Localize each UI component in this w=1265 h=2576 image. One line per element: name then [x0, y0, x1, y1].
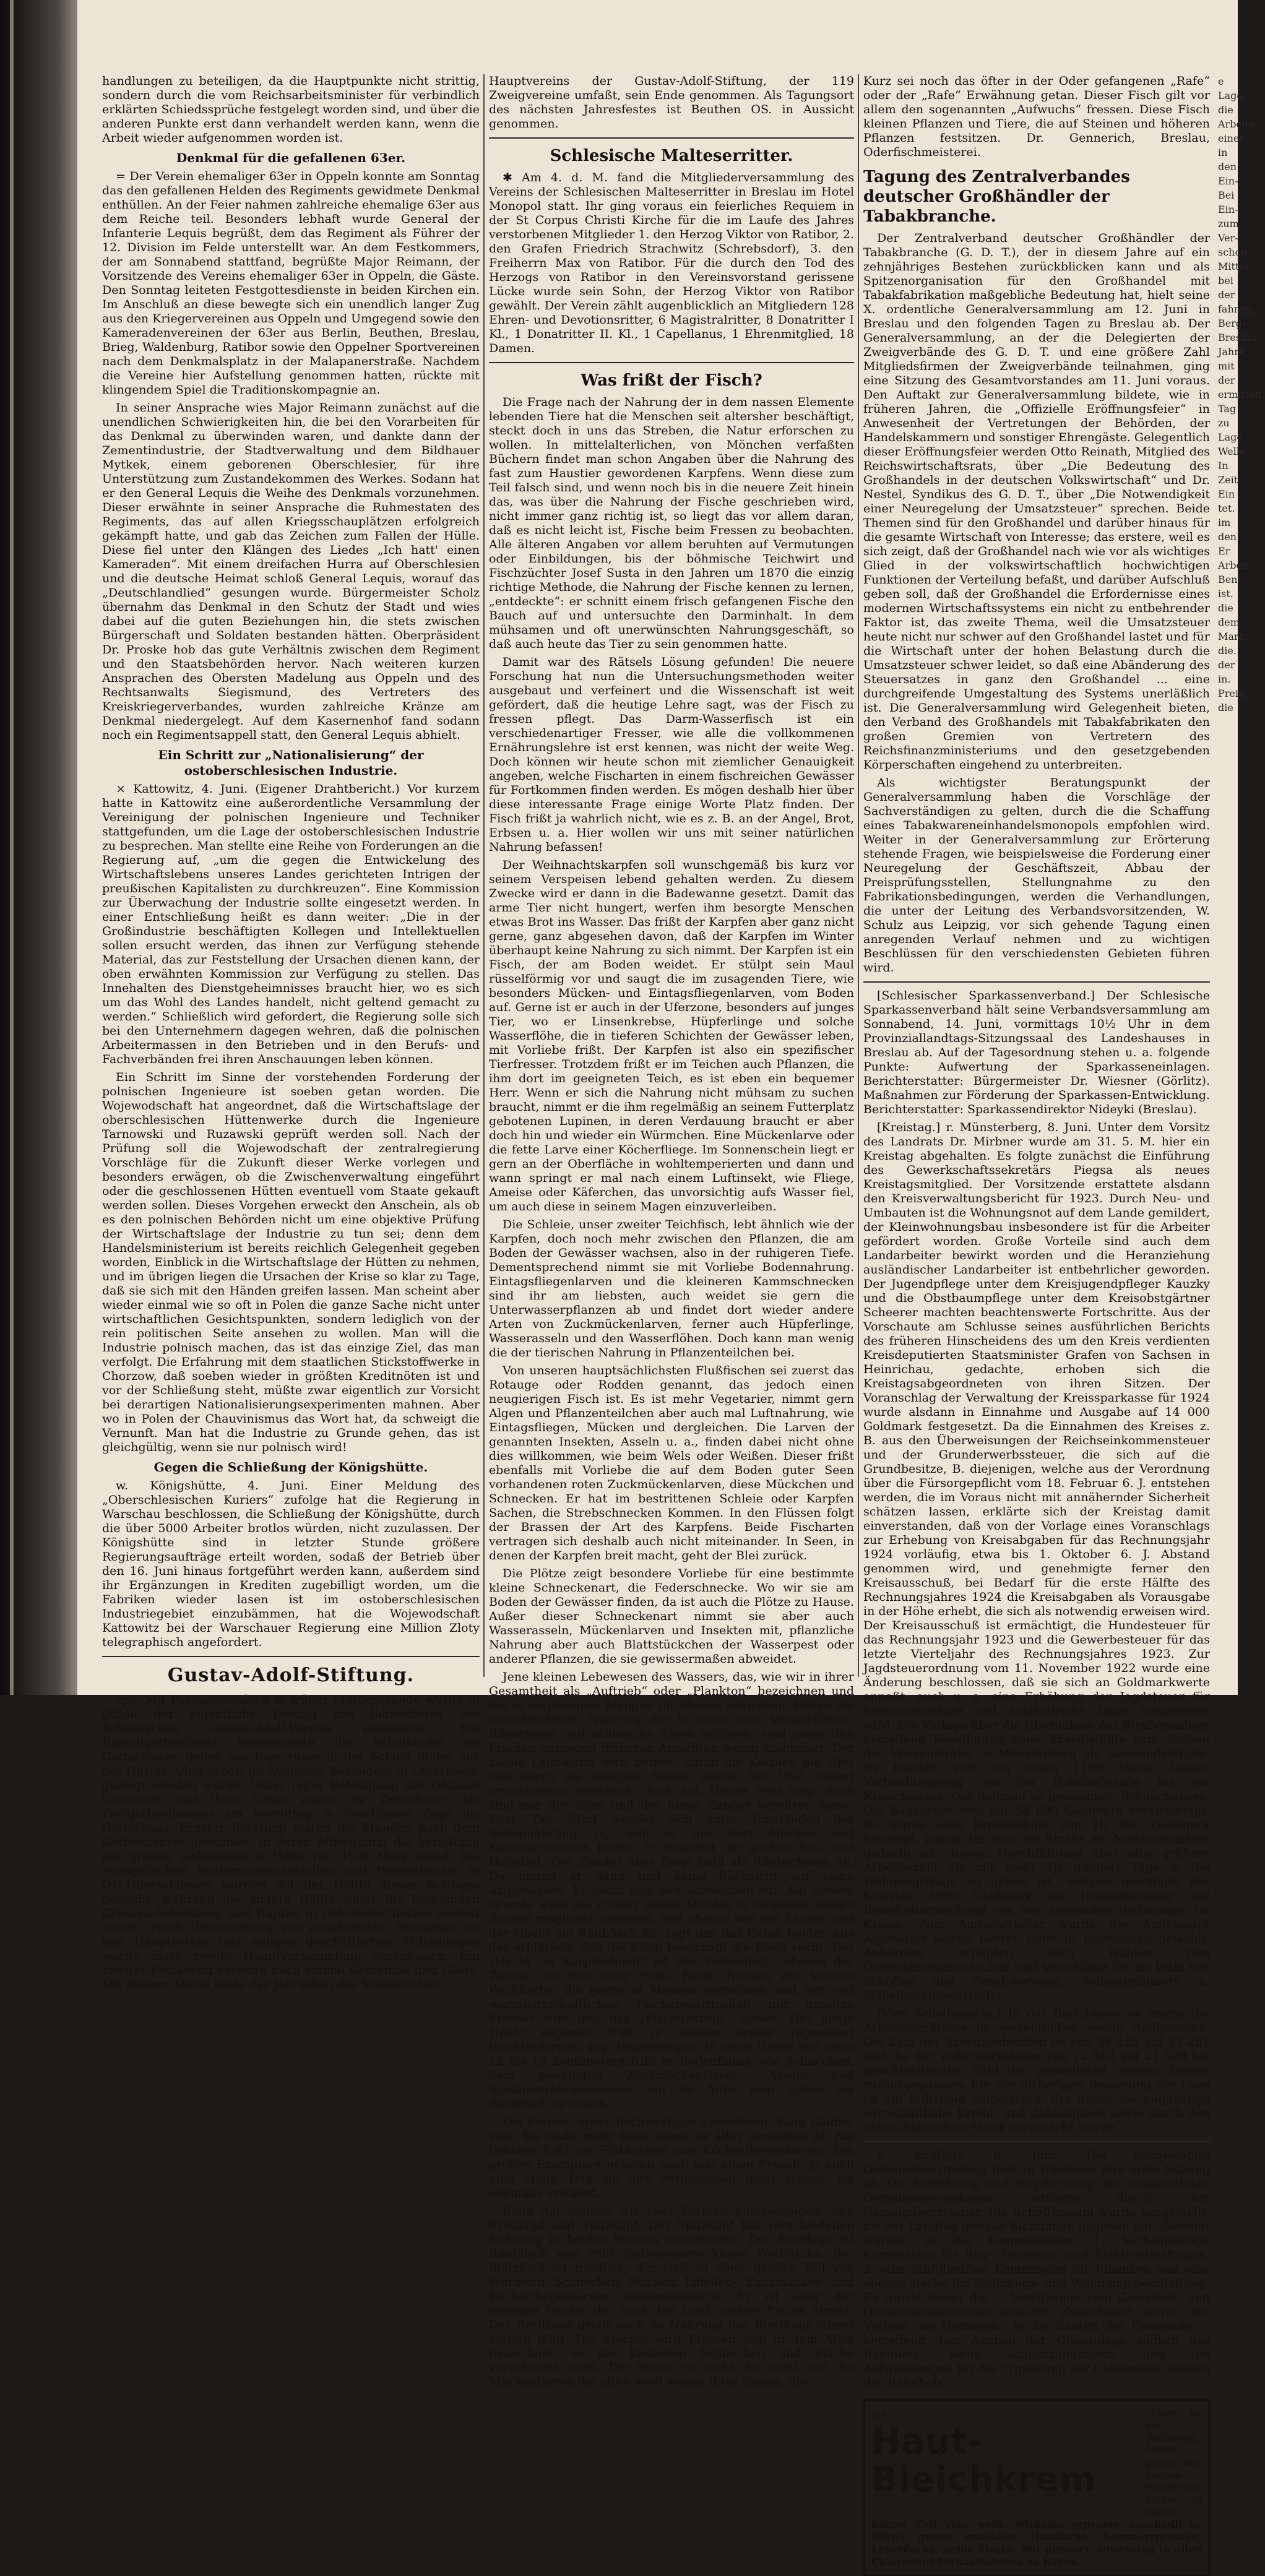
binding-edge	[10, 0, 14, 1695]
article-paragraph: Beim Aal können wir zwei Formen unterscheiden: den Breitkopf und Spitzkopf. Der Spitzkopf hat verschiedenen Nahrung in beiden Formen verschieden. Der Breitkopf ist Raubfisch und frißt insbesondere kleine Weißfische, der Spitzkopf ist friedlich, der sich zu einer großen Teil von Würmern, Schnecken, Mücken, Libellen-, Zuckmücken- und Köcherfliegenlarven zusammensucht. Er ist aber der wenigen Fische, der auch den Laich andere Fische nimmt. Der Breitkopf greift auch zu Nahrung der Breitkopf nimmt andere fehlt. Die Stachel wird Fressen sich in dem Alter bezeichnet, es die kleineren Schnecken und Fische verschmäht nicht. Die Seiten ist nicht die wohl und die Mückenlarven die alten wohl wegen ihrer Speise, die	[489, 2204, 854, 2389]
column-right	[863, 74, 1210, 2567]
article-paragraph: Die Schleie, unser zweiter Teichfisch, lebt ähnlich wie der Karpfen, doch noch mehr zwischen den Pflanzen, die am Boden der Gewässer wachsen, also in der ruhigeren Tiefe. Dementsprechend nimmt sie mit Vorliebe Bodennahrung. Eintagsfliegenlarven und die kleineren Kammschnecken sind ihr am liebsten, auch weidet sie gern die Unterwasserpflanzen ab und findet dort wieder andere Arten von Zuckmückenlarven, ferner auch Hüpferlinge, Wasserasseln und den Wasserflöhen. Doch kann man wenig die der tierischen Nahrung in Pflanzenteilchen bei.	[489, 1218, 854, 1359]
news-item-arbeitsmarkt: [Vom Arbeitsmarkt.] In der Berichtswoche zeigte die Arbeitsmarktlage im wesentlichen wenig Änderungen. Die Zahl der Arbeitsuchenden ist von 38 455 auf 37 281 und die der Vollerwerbslosen von 22 563 auf 21 529 bei gleichbleibender Zahl der gemeldeten offenen Stellen zurückgegangen. Ein der bisherigen Besserung der Lage ist ein Stillstand eingetreten, der durch die ungünstige wirtschaftliche Kredit- und Zahlungsnot sowie durch den oberschlesischen Streik verursacht wurde.	[863, 2007, 1210, 2134]
article-paragraph: Ein Schritt im Sinne der vorstehenden Forderung der polnischen Ingenieure ist soeben getan worden. Die Wojewodschaft hat angeordnet, daß die Wirtschaftslage der oberschlesischen Hüttenwerke durch die Ingenieure Tarnowski und Ruzawski geprüft werden soll. Nach der Prüfung soll die Wojewodschaft der zentralregierung Vorschläge für die Zukunft dieser Werke vorlegen und besonders erwägen, ob die Zwischenverwaltung eingeführt oder die geschlossenen Hütten eventuell vom Staate gekauft werden sollen. Dieses Vorgehen erweckt den Anschein, als ob es den polnischen Behörden nicht um eine objektive Prüfung der Wirtschaftslage der Industrie zu tun sei; denn dem Handelsministerium ist bereits reichlich Gelegenheit gegeben worden, Einblick in die Wirtschaftslage der Hütten zu nehmen, und im übrigen liegen die Ursachen der Krise so klar zu Tage, daß sie sich mit den Händen greifen lassen. Man scheint aber wieder einmal wie so oft in Polen die ganze Sache nicht unter wirtschaftlichen Gesichtspunkten, sondern lediglich von der rein politischen Seite ansehen zu wollen. Man will die Industrie polnisch machen, das ist das einzige Ziel, das man verfolgt. Die Erfahrung mit dem staatlichen Stickstoffwerke in Chorzow, daß soeben wieder in größten Kreditnöten ist und vor der Schließung steht, müßte zwar eigentlich zur Vorsicht bei derartigen Nationalisierungsexperimenten mahnen. Aber wo in Polen der Chauvinismus das Wort hat, da schweigt die Vernunft. Man hat die Industrie zu Grunde gehen, das ist gleichgültig, wenn sie nur polnisch wird!	[102, 1070, 480, 1454]
news-item-kohlfurt: z. Kohlfurt, 8. Juni. Die neugewählte Gemeindevertretung hielt in Waldhaus ihre erste Sitzung ab. Die Einführung und Verpflichtung der neugewählten Gemeindeverordneten erfolgte durch den Gemeindevorsteher. Die Schöffenwahl wurde ausgestellt, bis der Landtag genaue Richtlinien gegeben hat. Gewählt wurden in die Kommissionen: 1. Sechsgliedrige Kommission für Bau-, Wegebau- und Elektrizitätsfragen, 2. eine fünfgliedrige Kommission für Finanzen und eine ebenso starke für Wohnungs- und Wohnungsbeschaffung. Es wurde ferner die ... Vorsitzende zum Gemeinde- und Gemeindeausschusse gewählt. Zugestimmt wurde der Vorlage der Gemeinde, in die Bauten der Gemeinde ... betreffend dem Ausbau der Gleisanlage südlich des Bahnhofs, wenn schlichtungsfonds und die Aufwendungen für die Ergänzung der Gleisanlage südlich des Bahnhofs.	[863, 2148, 1210, 2390]
article-paragraph: Als wichtigster Beratungspunkt der Generalversammlung haben die Vorschläge der Sachverständigen zu gelten, durch die die Schaffung eines Tabakwareneinhandelsmonopols empfohlen wird. Weiter in der Generalversammlung zur Erörterung stehende Fragen, wie beispielsweise die Forderung einer Neuregelung der Geschäftszeit, Abbau der Preisprüfungsstellen, Stellungnahme zu den Fabrikationsbedingungen, werden die Verhandlungen, die unter der Leitung des Verbandsvorsitzenden, W. Schulz aus Leipzig, vor sich gehende Tagung einen anregenden Verlauf nehmen und zu wichtigen Beschlüssen für den verschiedensten Gebieten führen wird.	[863, 776, 1210, 975]
section-divider	[863, 2141, 1210, 2142]
article-paragraph: × Kattowitz, 4. Juni. (Eigener Drahtbericht.) Vor kurzem hatte in Kattowitz eine außerordentliche Versammlung der Vereinigung der polnischen Ingenieure und Techniker stattgefunden, um die Lage der ostoberschlesischen Industrie zu besprechen. Man stellte eine Reihe von Forderungen an die Regierung auf, „um die gegen die Entwickelung des Wirtschaftslebens unseres Landes gerichteten Intrigen der preußischen Kapitalisten zu durchkreuzen“. Eine Kommission zur Überwachung der Industrie sollte eingesetzt werden. In einer Entschließung heißt es dann weiter: „Die in der Großindustrie beschäftigten Kollegen und Intellektuellen sollen ersucht werden, das ihnen zur Verfügung stehende Material, das zur Feststellung der Ursachen dienen kann, der oben erwähnten Kommission zur Verfügung zu stellen. Das Innehalten des Dienstgeheimnisses braucht hier, wo es sich um das Wohl des Landes handelt, nicht geltend gemacht zu werden.“ Schließlich wird gefordert, die Regierung solle sich bei den Unternehmern dagegen wehren, daß die polnischen Arbeitermassen in den Betrieben und in den Berufs- und Fachverbänden frei ihren Anschauungen leben können.	[102, 782, 480, 1066]
article-paragraph: = Der Verein ehemaliger 63er in Oppeln konnte am Sonntag das den gefallenen Helden des Regiments gewidmete Denkmal enthüllen. An der Feier nahmen zahlreiche ehemalige 63er aus dem Reiche teil. Besonders lebhaft wurde General der Infanterie Lequis begrüßt, dem das Regiment als Führer der 12. Division im Felde unterstellt war. An dem Festkommers, der am Sonnabend stattfand, begrüßte Major Reimann, der Vorsitzende des Vereins ehemaliger 63er in Oppeln, die Gäste. Den Sonntag leiteten Festgottesdienste in beiden Kirchen ein. Im Anschluß an diese bewegte sich ein unendlich langer Zug aus den Kriegervereinen aus Oppeln und Umgegend sowie den Kameradenvereinen der 63er aus Berlin, Beuthen, Breslau, Brieg, Waldenburg, Ratibor sowie den Oppelner Sportvereinen nach dem Denkmalsplatz in der Malapanerstraße. Nachdem die Vereine hier Aufstellung genommen hatten, rückte mit klingendem Spiel die Traditionskompagnie an.	[102, 170, 480, 397]
column-middle	[489, 74, 854, 2389]
column-rule	[483, 74, 485, 1677]
article-continuation: handlungen zu beteiligen, da die Hauptpunkte nicht strittig, sondern durch die vom Reichsarbeitsminister für verbindlich erklärten Schiedssprüche festgelegt worden sind, und über die anderen Punkte erst dann verhandelt werden kann, wenn die Arbeit wieder aufgenommen worden ist.	[102, 74, 480, 145]
article-paragraph: Die Frage nach der Nahrung der in dem nassen Elemente lebenden Tiere hat die Menschen seit altersher beschäftigt, steckt doch in uns das Streben, die Natur erforschen zu wollen. In mittelalterlichen, von Mönchen verfaßten Büchern findet man schon Angaben über die Nahrung des fast zum Haustier gewordenen Karpfens. Wenn diese zum Teil falsch sind, und wenn noch bis in die neuere Zeit hinein das, was über die Nahrung der Fische geschrieben wird, nicht immer ganz richtig ist, so liegt das vor allem daran, daß es nicht leicht ist, Fische beim Fressen zu beobachten. Alle älteren Angaben vor allem beruhten auf Vermutungen oder Einbildungen, bis der böhmische Teichwirt und Fischzüchter Josef Susta in den Jahren um 1870 die einzig richtige Methode, die Nahrung der Fische kennen zu lernen, „entdeckte“: er schnitt einem frisch gefangenen Fische den Bauch auf und untersuchte den Darminhalt. In dem mühsamen und oft unerwünschten Nahrungsgeschäft, so daß auch heute das Tier zu sein genommen hatte.	[489, 395, 854, 651]
article-paragraph: Die Plötze zeigt besondere Vorliebe für eine bestimmte kleine Schneckenart, die Federschnecke. Wo wir sie am Boden der Gewässer finden, da ist auch die Plötze zu Hause. Außer dieser Schneckenart nimmt sie aber auch Wasserasseln, Mückenlarven und Insekten mit, pflanzliche Nahrung aber auch Blattstückchen der Wasserpest oder anderer Pflanzen, die sie gewissermaßen abweidet.	[489, 1567, 854, 1666]
headline-nationalisierung: Ein Schritt zur „Nationalisierung“ der ostoberschlesischen Industrie.	[158, 747, 424, 778]
headline-malteser: Schlesische Malteserritter.	[550, 147, 793, 165]
headline-gustav-adolf: Gustav-Adolf-Stiftung.	[167, 1665, 415, 1686]
next-page-edge-text: e Lage, die Arbeits- einer in den Ein- Bei Ein- zum Ver- schon Mittel bei der fahren, Berg- Breslau. Jahre, mit der ermittelt. Tag zu Lage Welle. In Zeit. Ein tet. im den Er Arbeit. Ben. ist. die dem Mark. die. der in. Preis. die	[1218, 75, 1265, 713]
article-paragraph: In seiner Ansprache wies Major Reimann zunächst auf die unendlichen Schwierigkeiten hin, die bei den Vorarbeiten für das Denkmal zu überwinden waren, und dankte dann der Zementindustrie, der Stadtverwaltung und dem Bildhauer Mytkek, einem geborenen Oberschlesier, für ihre Unterstützung zum Zustandekommen des Werkes. Sodann hat er den General Lequis die Weihe des Denkmals vorzunehmen. Dieser erwähnte in seiner Ansprache die Ruhmestaten des Regiments, das auf allen Kriegsschauplätzen erfolgreich gekämpft hatte, und gab das Zeichen zum Fallen der Hülle. Diese fiel unter den Klängen des Liedes „Ich hatt' einen Kameraden“. Mit einem dreifachen Hurra auf Oberschlesien und die deutsche Heimat schloß General Lequis, worauf das „Deutschlandlied“ gesungen wurde. Bürgermeister Scholz übernahm das Denkmal in den Schutz der Stadt und wies dabei auf die guten Beziehungen hin, die stets zwischen Bürgerschaft und Soldaten bestanden hätten. Oberpräsident Dr. Proske hob das gute Verhältnis zwischen dem Regiment und den Staatsbehörden hervor. Nach weiteren kurzen Ansprachen des Obersten Madelung aus Oppeln und des Rechtsanwalts Siegismund, des Vertreters des Kreiskriegerverbandes, wurden zahlreiche Kränze am Denkmal niedergelegt. Auf dem Kasernenhof fand sodann noch ein Regimentsappell statt, den General Lequis abhielt.	[102, 401, 480, 742]
section-divider	[102, 1656, 480, 1657]
headline-denkmal: Denkmal für die gefallenen 63er.	[176, 150, 406, 165]
article-paragraph: Der Zentralverband deutscher Großhändler der Tabakbranche (G. D. T.), der in diesem Jahre auf ein zehnjähriges Bestehen zurückblicken kann und als Spitzenorganisation für den Großhandel mit Tabakfabrikation maßgebliche Bedeutung hat, hielt seine X. ordentliche Generalversammlung am 12. Juni in Breslau und den folgenden Tagen zu Breslau ab. Der Generalversammlung, an der die Delegierten der Zweigverbände des G. D. T. und eine größere Zahl Mitgliedsfirmen der Zweigverbände teilnahmen, ging eine Sitzung des Gesamtvorstandes am 11. Juni voraus. Den Auftakt zur Generalversammlung bildete, wie in früheren Jahren, die „Offizielle Eröffnungsfeier“ in Anwesenheit der Vertretungen der Behörden, der Handelskammern und sonstiger Ehrengäste. Gelegentlich dieser Eröffnungsfeier werden Otto Reinath, Mitglied des Reichswirtschaftsrats, über „Die Bedeutung des Großhandels in der deutschen Volkswirtschaft“ und Dr. Nestel, Syndikus des G. D. T., über „Die Notwendigkeit einer Neuregelung der Umsatzsteuer“ sprechen. Beide Themen sind für den Großhandel und darüber hinaus für die gesamte Wirtschaft von Interesse; das erstere, weil es sich zeigt, daß der Großhandel nach wie vor als wichtiges Glied in der volkswirtschaftlich hochwichtigen Funktionen der Verteilung befaßt, und darüber Aufschluß geben soll, daß der Großhandel die Erfordernisse eines modernen Wirtschaftssystems ein nicht zu entbehrender Faktor ist, das zweite Thema, weil die Umsatzsteuer heute nicht nur schwer auf den Großhandel lastet und für die Wirtschaft unter der hohen Belastung durch die Umsatzsteuer schwer leidet, so daß eine Abänderung des Steuersatzes in ganz den Großhandel ... eine durchgreifende Umgestaltung des Systems unerläßlich ist. Die Generalversammlung wird Gelegenheit bieten, den Verband des Großhandels mit Tabakfabrikaten den großen Gremien von Vertretern des Reichsfinanzministeriums und den gesetzgebenden Körperschaften eingehend zu unterbreiten.	[863, 231, 1210, 772]
article-paragraph: ✱ Am 4. d. M. fand die Mitgliederversammlung des Vereins der Schlesischen Malteserritter in Breslau im Hotel Monopol statt. Ihr ging voraus ein feierliches Requiem in der St Corpus Christi Kirche für die im Laufe des Jahres verstorbenen Mitglieder 1. den Herzog Viktor von Ratibor, 2. den Grafen Friedrich Strachwitz (Schrebsdorf), 3. den Freiherrn Max von Ratibor. Für die durch den Tod des Herzogs von Ratibor in den Vereinsvorstand gerissene Lücke wurde sein Sohn, der Herzog Viktor von Ratibor gewählt. Der Verein zählt augenblicklich an Mitgliedern 128 Ehren- und Devotionsritter, 6 Magistralritter, 8 Donatritter I Kl., 1 Donatritter II. Kl., 1 Capellanus, 1 Ehrenmitglied, 18 Damen.	[489, 171, 854, 355]
article-paragraph: Jene kleinen Lebewesen des Wassers, das, wie wir in ihrer Gesamtheit als „Auftrieb“ oder „Plankton“ bezeichnen und die in ungeheuren Mengen im Wasser schweben, bilden die ausschließliche Nahrung der in ihnen vom Wasserflöhen, Räderkiere und zahlreiche Algen gehören, sind unter den Fischen entgegen früheren Ansichten wenig Liebhaber. Der kleine Laubwurfs wird befreit, durch die Karpfen die Ufer und durch die wenigen Stellen dahin. Der Ufel, nimmt erwachsenen Weißfisch, doch auf, Dieses frißt weg, doch sind nur der Stint und der junge Zander Verehrer dieser Kost. Der Stint wendet sich unter Umständen der Bodennahrung zu, weil er nur dort Mücken und Kammschnecken findet. Er bewohnt die großen See- und Haffstint. Der Zander aber fängt bald als Räuberleben an. Da nimmt er dann und keine Rücksicht auf seine Artgenossen. Er packt sich den Schwächen auf. Auf diesem Grunde wäre die Zander seines Mordes in Gewässer seinen Zander möglichst verteilen. Daß ebenso wie der Zander und der Hecht ein Raubfisch ist, sagt uns das Gebiß beider, aus der erklärlich, daß die Fisch bevorzugt die Fisch recht. Der „Hecht im Karpfenteich“ ist der Polizeifisch, ebenso der Zander im See oder Fluß. Beide fressen die kleinen Weißfische, die gerne in Massen vermehren und den viel warmwirtschaftlichen Fischereiwirtschaft nur unnütze Fresser sind und das „Fischunkraut“ bilden. Der junge Hecht dagegen frißt in seinem ersten Jugendzeit Insektenlarven, sog. Hüpferlingen. In einer Größe von etwa 12 bis 15 Zentimetern frißt er Bodenfauna, wie Schnecken, dem genannten Zuckmückenlarven, Asseln und Schlammröhrenwürmer, um im Alter kein Leben als Raubfisch zu enden.	[489, 1670, 854, 2111]
ad-side-text: „Flore“ ist ein Werkzeug, Mittel gegen alle kleinen Hautfehler. Sicher zu haben.	[1145, 2407, 1202, 2518]
article-paragraph: Die Forelle, unser hochwertiger Speisefisch, kann Räuber sein. Sie raubt mehr denn, wenn sie älter geworden ist. Am liebsten frißt sie Flohkrebse und Köcherfliegenlarven. Die großen Exemplare nehmen auch mal einen Frosch, ja auch eine Maus. Daß sie ihre Artgenossen nicht schont, sei ebenfalls erwähnt.	[489, 2115, 854, 2200]
article-paragraph: Damit war des Rätsels Lösung gefunden! Die neuere Forschung hat nun die Untersuchungsmethoden weiter ausgebaut und verfeinert und die Wissenschaft ist weit gefördert, daß die heutige Lehre sagt, was der Fisch zu fressen pflegt. Das Darm-Wasserfisch ist ein verschiedenartiger Fresser, wie alle die vollkommenen Ernährungslehre ist erst kennen, was nicht der weite Weg. Doch können wir heute schon mit ziemlicher Genauigkeit angeben, welche Fischarten in einem fischreichen Gewässer für Fortkommen finden werden. Es mögen deshalb hier über diese interessante Frage einige Worte Platz finden. Der Fisch frißt ja wahrlich nicht, wie es z. B. an der Angel, Brot, Erbsen u. a. Hier wollen wir uns mit seiner natürlichen Nahrung befassen!	[489, 655, 854, 854]
column-left	[102, 74, 480, 1991]
article-paragraph: eps. Mit Posaunenchören in früher Morgenstunde wurde in Ohlau der eigentliche Festtag des Jahresfestes des Schlesischen Gustav-Adolf-Vereins eingeleitet. Ein Jugendgottesdienst versammelte die Schulkinder im Gotteshause, denen am Tage zuvor in der Schule Bilder aus der Gustav-Adolf-Arbeit im Auslande, besonders in Österreich, gezeigt worden waren. Unter reger Beteiligung der Ohlauer Gemeinde und ihrer Gäste zogen die Teilnehmer des Festgottesdienstes am Vormittag in feierlichem Zuge ins Gotteshaus. Ernster Beratung waren die Stunden nach dem Gottesdienste gewidmet, in deren Mittelpunkt die Verteilung der großen Liebesgabe in Höhe von 4500 Mark stand. Die evangelischen Konfirmandenanstalten und Waisenhäuser in Ost-Oberschlesien wurden mit der Hälfte dieses Betrages bedacht, während die andere Hälfte unter die Gemeinden Grüssau-Schömberg und Ruptau in Ost-Oberschlesien verteilt wurde. Nach Überreichung von ansehnlichen Festgaben an den Hauptverein und einigen geschäftlichen Mitteilungen wurde diese zweite Hauptversammlung geschlossen. Ein zweiter Festabend vereinte noch einmal Gemeinde und Gäste. Mit diesem Abend hatte das Jahresfest des Schlesischen	[102, 1693, 480, 1991]
article-paragraph: Von unseren hauptsächlichsten Flußfischen sei zuerst das Rotauge oder Rodden genannt, das jedoch einen neugierigen Fisch ist. Es ist mehr Vegetarier, nimmt gern Algen und Pflanzenteilchen aber auch mal Luftnahrung, wie Eintagsfliegen, Mücken und dergleichen. Die Larven der genannten Insekten, Asseln u. a., finden dabei nicht ohne dies willkommen, wie beim Wels oder Weißen. Dieser frißt ebenfalls mit Vorliebe die auf dem Boden guter Seen vorhandenen roten Zuckmückenlarven, diese Mückchen und Schnecken. Er hat im bestrittenen Schleie oder Karpfen Sachen, die Strebschnecken Kommen. In den Flüssen folgt der Brassen der Art des Karpfens. Beide Fischarten vertragen sich deshalb auch nicht miteinander. In Seen, in denen der Karpfen breit macht, geht der Blei zurück.	[489, 1364, 854, 1562]
headline-fisch: Was frißt der Fisch?	[581, 371, 762, 390]
column-rule	[858, 74, 859, 1677]
ad-number: 119	[871, 2411, 886, 2419]
ad-body-text: kurzer Zeit rein weiß. Wirksam erprobte unschädliche Mittel gegen unschöne Hautfarbe, Sommersprossen, Leberflecke, gelbe Flecke. Mit genauer Anweisung in allen Chlorodont-Verkaufsstellen zu haben.	[871, 2518, 1202, 2567]
headline-tabak-tagung: Tagung des Zentralverbandes deutscher Großhändler der Tabakbranche.	[863, 168, 1130, 226]
section-divider	[863, 981, 1210, 983]
advertisement-haut-bleichkrem	[863, 2399, 1210, 2576]
article-continuation: Hauptvereins der Gustav-Adolf-Stiftung, der 119 Zweigvereine umfaßt, sein Ende genommen. Als Tagungsort des nächsten Jahresfestes ist Beuthen OS. in Aussicht genommen.	[489, 74, 854, 131]
article-continuation: Kurz sei noch das öfter in der Oder gefangenen „Rafe“ oder der „Rafe“ Erwähnung getan. Dieser Fisch gilt vor allem den sogenannten „Aufwuchs“ fressen. Diese Fisch kleinen Pflanzen und Tiere, die auf Steinen und höheren Pflanzen festsitzen. Dr. Gennerich, Breslau, Oderfischmeisterei.	[863, 74, 1210, 159]
news-item-sparkasse: [Schlesischer Sparkassenverband.] Der Schlesische Sparkassenverband hält seine Verbandsversammlung am Sonnabend, 14. Juni, vormittags 10½ Uhr in dem Provinziallandtags-Sitzungssaal des Landeshauses in Breslau ab. Auf der Tagesordnung stehen u. a. folgende Punkte: Aufwertung der Sparkasseneinlagen. Berichterstatter: Bürgermeister Dr. Wiesner (Görlitz). Maßnahmen zur Förderung der Sparkassen-Entwicklung. Berichterstatter: Sparkassendirektor Nideyki (Breslau).	[863, 989, 1210, 1116]
section-divider	[489, 137, 854, 139]
section-divider	[489, 362, 854, 363]
article-paragraph: Der Weihnachtskarpfen soll wunschgemäß bis kurz vor seinem Verspeisen lebend gehalten werden. Zu diesem Zwecke wird er dann in die Badewanne gesetzt. Damit das arme Tier nicht hungert, werfen ihm besorgte Menschen etwas Brot ins Wasser. Das frißt der Karpfen aber ganz nicht gerne, ganz abgesehen davon, daß der Karpfen im Winter überhaupt keine Nahrung zu sich nimmt. Der Karpfen ist ein Fisch, der am Boden weidet. Er stülpt sein Maul rüsselförmig vor und saugt die im zusagenden Tiere, wie besonders Mücken- und Eintagsfliegenlarven, vom Boden auf. Gerne ist er auch in der Uferzone, besonders auf junges Tier, wo er Linsenkrebse, Hüpferlinge und solche Wasserflöhe, die in tieferen Schichten der Gewässer leben, mit Vorliebe frißt. Der Karpfen ist also ein spezifischer Tierfresser. Trotzdem frißt er im Teichen auch Pflanzen, die ihm dort im geeigneten Teich, es ist eben ein bequemer Herr. Wenn er sich die Nahrung nicht mühsam zu suchen braucht, nimmt er die ihm regelmäßig an seinem Futterplatz gebotenen Lupinen, in deren Verdauung braucht er aber doch hin und wieder ein Würmchen. Eine Mückenlarve oder die fette Larve einer Köcherfliege. Im Sonnenschein liegt er gern an der Oberfläche in wohltemperierten und dann und wann springt er mal nach einem Luftinsekt, wie Fliege, Ameise oder Käferchen, das unvorsichtig aufs Wasser fiel, um auch diese in seinem Magen einzuverleiben.	[489, 858, 854, 1213]
book-binding	[0, 0, 77, 1695]
ad-title: Haut-Bleichkrem	[871, 2421, 1097, 2500]
headline-koenigshuette: Gegen die Schließung der Königshütte.	[153, 1460, 428, 1475]
article-paragraph: w. Königshütte, 4. Juni. Einer Meldung des „Oberschlesischen Kuriers“ zufolge hat die Regierung in Warschau beschlossen, die Schließung der Königshütte, durch die über 5000 Arbeiter brotlos würden, nicht zuzulassen. Der Königshütte sind in letzter Stunde größere Regierungsaufträge erteilt worden, sodaß der Betrieb über den 16. Juni hinaus fortgeführt werden kann, außerdem sind ihr Ergänzungen in Krediten zugebilligt worden, um die Fabriken wieder lasen ist im ostoberschlesischen Industriegebiet einzubämmen, hat die Wojewodschaft Kattowitz bei der Warschauer Regierung eine Million Zloty telegraphisch angefordert.	[102, 1479, 480, 1649]
news-item-kreistag: [Kreistag.] r. Münsterberg, 8. Juni. Unter dem Vorsitz des Landrats Dr. Mirbner wurde am 31. 5. M. hier ein Kreistag abgehalten. Es folgte zunächst die Einführung des Gewerkschaftssekretärs Piegsa als neues Kreistagsmitglied. Der Vorsitzende erstattete alsdann den Kreisverwaltungsbericht für 1923. Durch Neu- und Umbauten ist die Wohnungsnot auf dem Lande gemildert, der Kleinwohnungsbau insbesondere ist für die Arbeiter gefördert worden. Große Vorteile sind auch dem Landarbeiter bewirkt worden und die Heranziehung ausländischer Landarbeiter ist entbehrlicher geworden. Der Jugendpflege unter dem Kreisjugendpfleger Kauzky und die Obstbaumpflege unter dem Kreisobstgärtner Scheerer machten beachtenswerte Fortschritte. Aus der Vorschaute am Schlusse seines ausführlichen Berichts des früheren Hinscheidens des um den Kreis verdienten Kreisdeputierten Staatsminister Grafen von Sachsen in Heinrichau, gedachte, erhoben sich die Kreistagsabgeordneten von ihren Sitzen. Der Voranschlag der Verwaltung der Kreissparkasse für 1924 wurde alsdann in Einnahme und Ausgabe auf 14 000 Goldmark festgesetzt. Da die Einnahmen des Kreises z. B. aus den Überweisungen der Reichseinkommensteuer und der Grunderwerbssteuer, die sich auf die Grundbesitze, B. diejenigen, welche aus der Verordnung über die Fürsorgepflicht vom 18. Februar 6. J. entstehen werden, die im Voraus nicht mit annähernder Sicherheit schätzen lassen, erklärte sich der Kreistag damit einverstanden, daß von der Vorlage eines Voranschlags zur Erhebung von Kreisabgaben für das Rechnungsjahr 1924 vorläufig, etwa bis 1. Oktober 6. J. Abstand genommen wird, und genehmigte ferner den Kreisausschuß, bei Bedarf für die erste Hälfte des Rechnungsjahres 1924 die Kreisabgaben als Vorausgabe in der Höhe erhebt, die sich als notwendig erweisen wird. Der Kreisausschuß ist ermächtigt, die Hundesteuer für das Rechnungsjahr 1923 und die Gewerbesteuer für das letzte Vierteljahr des Rechnungsjahres 1923. Zur Jagdsteuerordnung vom 11. November 1922 wurde eine Änderung beschlossen, daß sie sich an Goldmarkwerte anpaßt, auch u. a. eine Erhöhung der Jagdsteuer für kreisausmärkige und ausländische Jäger vorgesehen wird. Die Vorlage über die Übernahme der Straßenanlage betreffend Bewilligung einer Kreisbeihilfe zum Ausbau der Wiesenstraße in Münsterberg als Gemeindestraße. Es handelt sich um einen 1160 Meter langen Verbindungsweg von der Bahnhofstraße bis zur Kreischausee. Der Bahnhof ist gezeichnet, Schauchausee. Die Baukosten sind auf 58 000 Goldmark veranschlagt. Es wurde eine Kreisbeihilfe von 10 800 Goldmark bewilligt, zumal der Bau der Straße als Notstandsarbeit gedacht ist, dessen Durchführung aber eine größere Arbeiterzahl als mit mehr als hundert Tage in die Wohnungsfrage zu geben ist. Sodann bewilligte der Kreistag 5000 Goldmark zur Instandsetzung und Bewohnbarmachung von leer stehenden Wohnungen im Kreise. Zum Amtsvorsteher wurde der Amtsbezirk Algersdorf wurde Lehrer Relfe in Dobrischau gewählt. Außerdem erfolgten noch Wahlen zum Gewerbesteuerausschuß und Vorschläge für die Wahl von Schöffen und Geschworenen, Schiedsmännern u. Schiedsmannsvertreter.	[863, 1121, 1210, 2002]
